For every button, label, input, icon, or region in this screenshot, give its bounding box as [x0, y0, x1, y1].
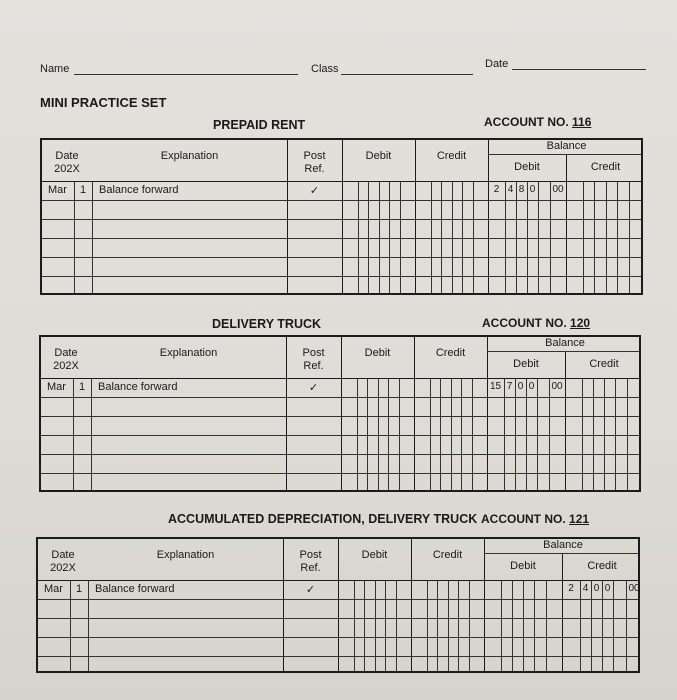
entry-post-ref: ✓ — [309, 185, 320, 197]
balance-debit-header: Debit — [514, 161, 540, 173]
balance-digit: 2 — [568, 583, 574, 594]
ref-header: Ref. — [304, 163, 325, 175]
class-field[interactable] — [341, 74, 473, 75]
class-label: Class — [311, 63, 339, 75]
ledger-table — [39, 335, 641, 492]
account-number-label — [481, 512, 589, 526]
ledger-table — [40, 138, 643, 295]
entry-month: Mar — [47, 381, 66, 393]
balance-debit-header: Debit — [513, 358, 539, 370]
credit-header: Credit — [432, 549, 463, 561]
date-field[interactable] — [512, 69, 646, 70]
entry-month: Mar — [48, 184, 67, 196]
year-header: 202X — [54, 163, 80, 175]
balance-credit-header: Credit — [587, 560, 617, 572]
year-header: 202X — [53, 360, 79, 372]
account-title: ACCUMULATED DEPRECIATION, DELIVERY TRUCK — [168, 512, 478, 526]
ledger-table — [36, 537, 640, 673]
debit-header: Debit — [361, 549, 388, 561]
set-title: MINI PRACTICE SET — [40, 95, 167, 110]
balance-header: Balance — [543, 539, 583, 551]
balance-digit: 0 — [593, 583, 600, 594]
entry-explanation: Balance forward — [95, 583, 175, 595]
year-header: 202X — [50, 562, 76, 574]
balance-digit: 8 — [518, 184, 525, 195]
balance-digit: 00 — [552, 184, 564, 195]
name-label: Name — [40, 63, 70, 75]
account-title: DELIVERY TRUCK — [212, 317, 322, 331]
balance-digit: 2 — [493, 184, 500, 195]
account-no-text: ACCOUNT NO. — [482, 316, 567, 330]
credit-header: Credit — [436, 150, 467, 162]
account-number-label — [482, 316, 590, 330]
balance-debit-header: Debit — [510, 560, 536, 572]
balance-digit: 00 — [551, 381, 563, 392]
ref-header: Ref. — [300, 562, 321, 574]
entry-day: 1 — [75, 583, 83, 595]
balance-digit: 15 — [489, 381, 502, 392]
account-number: 121 — [569, 512, 590, 526]
balance-digit: 0 — [517, 381, 524, 392]
explanation-header: Explanation — [160, 150, 219, 162]
account-number-label — [484, 115, 591, 129]
post-header: Post — [303, 150, 326, 162]
account-no-text: ACCOUNT NO. — [481, 512, 566, 526]
date-header: Date — [51, 549, 75, 561]
entry-post-ref: ✓ — [305, 584, 316, 596]
date-label: Date — [485, 58, 509, 70]
explanation-header: Explanation — [156, 549, 215, 561]
account-number: 116 — [572, 115, 592, 129]
account-no-text: ACCOUNT NO. — [484, 115, 569, 129]
post-header: Post — [302, 347, 325, 359]
ref-header: Ref. — [303, 360, 324, 372]
date-header: Date — [54, 347, 78, 359]
balance-digit: 00 — [628, 583, 640, 594]
balance-digit: 0 — [529, 184, 536, 195]
balance-digit: 7 — [506, 381, 513, 392]
entry-explanation: Balance forward — [99, 184, 179, 196]
balance-header: Balance — [545, 337, 585, 349]
name-field[interactable] — [74, 74, 298, 75]
debit-header: Debit — [365, 150, 392, 162]
balance-digit: 4 — [582, 583, 589, 594]
debit-header: Debit — [364, 347, 391, 359]
balance-digit: 0 — [604, 583, 611, 594]
balance-credit-header: Credit — [589, 358, 619, 370]
credit-header: Credit — [435, 347, 466, 359]
entry-day: 1 — [78, 381, 86, 393]
entry-month: Mar — [44, 583, 63, 595]
entry-post-ref: ✓ — [308, 382, 319, 394]
balance-digit: 4 — [507, 184, 514, 195]
account-number: 120 — [570, 316, 591, 330]
balance-digit: 0 — [528, 381, 535, 392]
account-title: PREPAID RENT — [213, 118, 306, 132]
explanation-header: Explanation — [159, 347, 218, 359]
entry-explanation: Balance forward — [98, 381, 178, 393]
entry-day: 1 — [79, 184, 87, 196]
date-header: Date — [55, 150, 79, 162]
balance-credit-header: Credit — [590, 161, 621, 173]
balance-header: Balance — [546, 140, 587, 152]
post-header: Post — [299, 549, 322, 561]
